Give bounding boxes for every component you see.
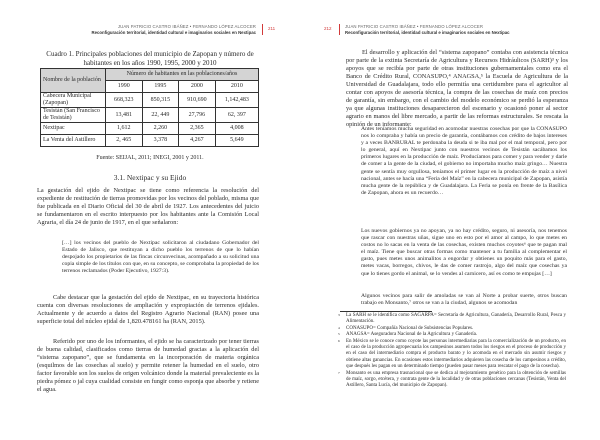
- footnote-number: 5: [338, 332, 340, 337]
- row-name: Nextipac: [41, 123, 106, 135]
- footnote-separator: [340, 311, 432, 312]
- row-name: Cabecera Municipal (Zapopan): [41, 93, 106, 108]
- footnote-number: 6: [338, 338, 340, 343]
- footnote: [338, 313, 566, 326]
- block-quote: Antes teníamos mucha seguridad en acomodar nuestras cosechas por que la CONASUPO nos lo compraba y había un precio de garantía, contábamos con crédito de bajos intereses y a veces BANRURAL te perdonaba la deuda si te iba mal por el mal temporal, pero por lo general, aquí en Nextipac junto con nuestros vecinos de Tesistán sacábamos los primeros lugares en la producción de maíz. Producíamos para comer y para vender y darle de comer a la gente de la ciudad, el gobierno no importaba mucho maíz gringo… Nuestra gente se sentía muy orgullosa, teníamos el primer lugar en la producción de maíz a nivel nacional, antes se hacía una “Feria del Maíz” en la cabecera municipal de Zapopan, asistía mucha gente de la república y de Guadalajara. La Feria se ponía en frente de la Basílica de Zapopan, ahora es un recuerdo…: [361, 126, 567, 196]
- table-row: [41, 123, 259, 135]
- table-caption: Cuadro 1. Principales poblaciones del municipio de Zapopan y número de habitantes en los años 1990, 1995, 2000 y 2010: [46, 50, 254, 67]
- cell: 62, 397: [215, 108, 258, 123]
- footnotes: [338, 313, 566, 390]
- left-running-header: [60, 24, 256, 36]
- block-quote: […] los vecinos del pueblo de Nextipac solicitaron al ciudadano Gobernador del Estado de Jalisco, que restituyan a dicho pueblo los terrenos de que lo habían despojado los propietarios de las fincas circunvecinas, acompañado a su solicitud una copia simple de los títulos con que, en su concepto, se comprobaba la propiedad de los terrenos reclamados (Poder Ejecutivo, 1927:3).: [62, 240, 259, 275]
- cell: 2, 465: [106, 135, 143, 147]
- column-group-header: Número de habitantes en las poblaciones/años: [106, 69, 259, 81]
- cell: 1,142,483: [215, 93, 258, 108]
- header-authors: JUAN PATRICIO CASTRO IBÁÑEZ • FERNANDO LÓPEZ ALCOCER: [117, 24, 256, 29]
- paragraph: El desarrollo y aplicación del “sistema zapopano” contaba con asistencia técnica por parte de la extinta Secretaría de Agricultura y Recursos Hidráulicos (SARH)³ y los apoyos que se recibía por parte de otras instituciones gubernamentales como era el Banco de Crédito Rural, CONASUPO,⁴ ANAGSA,⁵ la Escuela de Agricultura de la Universidad de Guadalajara, todo ello permitía una certidumbre para el agricultor al contar con apoyos de asesoría técnica, la compra de las cosechas de maíz con precios de garantía, sin embargo, con el cambio del modelo económico se perdió la esperanza ya que algunas instituciones desaparecieron del escenario y ocasionó poner al sector agrario en manos del libre mercado, a partir de las reformas estructurales. Se rescata la opinión de un informante:: [346, 49, 568, 128]
- paragraph: La gestación del ejido de Nextipac se tiene como referencia la resolución del expediente de restitución de tierras promovidas por los vecinos del poblado, misma que fue publicada en el Diario Oficial del 30 de abril de 1927. Los antecedentes del juicio se fundamentaron en el escrito interpuesto por los habitantes ante la Comisión Local Agraria, el día 24 de junio de 1917, en el que señalaron:: [37, 187, 259, 226]
- table-row: [41, 135, 259, 147]
- cell: 1,612: [106, 123, 143, 135]
- cell: 3,378: [142, 135, 179, 147]
- cell: 2,260: [142, 123, 179, 135]
- header-authors: JUAN PATRICIO CASTRO IBÁÑEZ • FERNANDO LÓPEZ ALCOCER: [345, 24, 484, 29]
- header-title: Reconfiguración territorial, identidad cultural e imaginarios sociales en Nextipac: [91, 30, 256, 35]
- block-quote: Los nuevos gobiernos ya no apoyan, ya no hay crédito, seguro, ni asesoría, nos tenemos que rascar con nuestras uñas, sigue uno en esto por el amor al campo, lo que metes en costos no lo sacas en la venta de las cosechas, existen muchos coyotes⁶ que te pagan mal el maíz. Tiene que buscar otras formas como mantener a tu familia al complementar el gasto, pues metes unos animalitos a engordar y obtienes un poquito más para el gasto, metes vacas, borregos, chivos, le das de comer rastrojo, algo del maíz que cosechas ya que lo tienes gordo el animal, se lo vendes al carnicero, así es como te empujas […]: [361, 228, 567, 277]
- section-title: 3.1. Nextipac y su Ejido: [113, 173, 187, 182]
- cell: 2,365: [179, 123, 216, 135]
- table-row: [41, 108, 259, 123]
- column-header-name: Nombre de la población: [41, 69, 106, 93]
- year-header: 2000: [179, 81, 216, 93]
- footnote-text: En México se le conoce como coyote las personas intermediarias para la comercialización de un producto, en el caso de la producción agropecuaria los campesinos asumen todos los riesgos en el proceso de producción y en el caso del intermediario compra el producto barato y lo acomoda en el mercado sin asumir riesgos y obtiene altas ganancias. En ocasiones estos intermediarios adquieren las cosecha de los campesinos a crédito, que después les pagan en un determinado tiempo (pueden pasar meses para rescatar el pago de la cosecha).: [346, 338, 566, 370]
- footnote-text: CONASUPO= Compañía Nacional de Subsistencias Populares.: [346, 325, 474, 331]
- footnote-text: La SARH se le identifica como SAGARPA= Secretaría de Agricultura, Ganadería, Desarrollo Rural, Pesca y Alimentación.: [346, 313, 566, 325]
- cell: 27,796: [179, 108, 216, 123]
- header-title: Reconfiguración territorial, identidad cultural e imaginarios sociales en Nextipac: [345, 30, 510, 35]
- paragraph: Referido por uno de los informantes, el ejido se ha caracterizado por tener tierras de buena calidad, clasificados como tierras de humedad gracias a la aplicación del “sistema zapopano”, que se fundamenta en la incorporación de materia orgánica (esquilmos de las cosechas al suelo) y permite retener la humedad en el suelo, otro factor favorable son los suelos de origen volcánico donde la material prevaleciente es la piedra pómez o jal cuya cualidad consiste en fungir como esponja que absorbe y retiene el agua.: [37, 338, 259, 393]
- footnote: [338, 371, 566, 390]
- cell: 22, 449: [142, 108, 179, 123]
- cell: 668,323: [106, 93, 143, 108]
- block-quote: Algunos vecinos para salir de amoladas se van al Norte a probar suerte, otros buscan trabajo en Monsanto,⁷ otros se van a la ciudad, algunos se acomodan: [361, 293, 567, 307]
- header-divider: [262, 24, 263, 35]
- row-name: La Venta del Astillero: [41, 135, 106, 147]
- footnote-text: ANAGSA= Aseguradora Nacional de la Agricultura y Ganadería.: [346, 332, 478, 338]
- year-header: 1990: [106, 81, 143, 93]
- row-name: Tesistán (San Francisco de Tesistán): [41, 108, 106, 123]
- paragraph: Cabe destacar que la gestación del ejido de Nextipac, en su trayectoria histórica cuenta con diversas resoluciones de ampliación y expropiación de terrenos ejidales. Actualmente y de acuerdo a datos del Registro Agrario Nacional (RAN) posee una superficie total del núcleo ejidal de 1,820.478161 ha (RAN, 2015).: [37, 294, 259, 325]
- page-number: 211: [268, 26, 276, 31]
- year-header: 1995: [142, 81, 179, 93]
- footnote-text: Monsanto es una empresa trasnacional que se dedica al mejoramiento genético para la obtención de semillas de maíz, sorgo, etcétera, y contrata gente de la localidad y de otras poblaciones cercanas (Tesistán, Venta del Astillero, Santa Lucía, del municipio de Zapopan).: [346, 370, 566, 389]
- footnote-number: 4: [338, 325, 340, 330]
- population-table: [40, 68, 259, 147]
- cell: 4,008: [215, 123, 258, 135]
- cell: 4,267: [179, 135, 216, 147]
- year-header: 2010: [215, 81, 258, 93]
- footnote-number: 7: [338, 370, 340, 375]
- table-source: Fuente: SEIJAL, 2011; INEGI, 2001 y 2011.: [96, 155, 204, 161]
- cell: 13,481: [106, 108, 143, 123]
- cell: 850,315: [142, 93, 179, 108]
- header-divider: [339, 24, 340, 35]
- footnote-number: 3: [338, 313, 340, 317]
- page-number: 212: [324, 26, 332, 31]
- cell: 910,690: [179, 93, 216, 108]
- cell: 5,649: [215, 135, 258, 147]
- footnote: [338, 339, 566, 371]
- table-row: [41, 93, 259, 108]
- right-running-header: [345, 24, 565, 36]
